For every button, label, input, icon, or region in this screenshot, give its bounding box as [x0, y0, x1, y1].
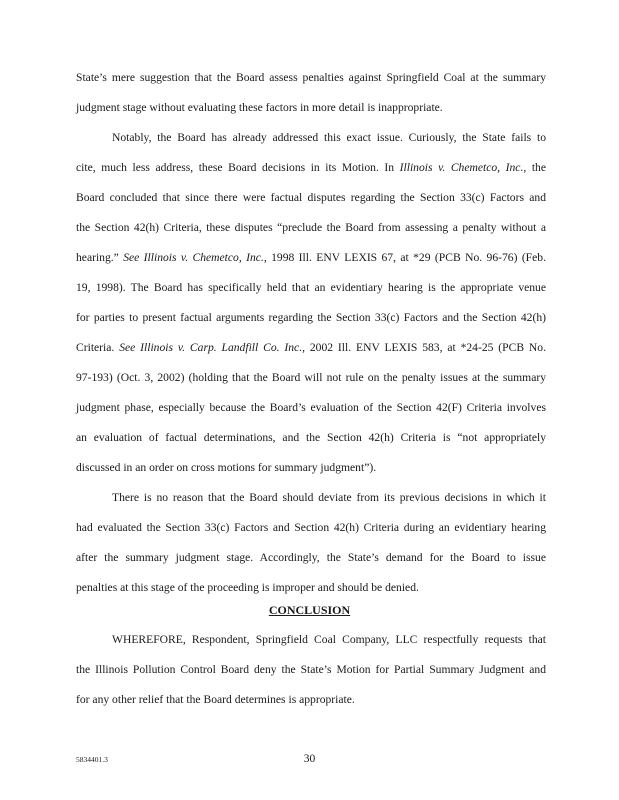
text-line: the Illinois Pollution Control Board deny the State’s Motion for Partial Summary Judgment and	[76, 663, 546, 676]
text-line: There is no reason that the Board should deviate from its previous decisions in which it	[112, 491, 546, 504]
text-line: penalties at this stage of the proceeding is improper and should be denied.	[76, 581, 419, 594]
text-line: Criteria. See Illinois v. Carp. Landfill Co. Inc., 2002 Ill. ENV LEXIS 583, at *24-25 (PCB No.	[76, 341, 546, 354]
text-line: discussed in an order on cross motions for summary judgment”).	[76, 461, 377, 474]
text-line: hearing.” See Illinois v. Chemetco, Inc., 1998 Ill. ENV LEXIS 67, at *29 (PCB No. 96-76) (Feb.	[76, 251, 546, 264]
text-line: Notably, the Board has already addressed this exact issue. Curiously, the State fails to	[112, 131, 546, 144]
text-line: judgment stage without evaluating these factors in more detail is inappropriate.	[76, 101, 443, 114]
text-line: for any other relief that the Board determines is appropriate.	[76, 693, 355, 706]
text-line: 19, 1998). The Board has specifically held that an evidentiary hearing is the appropriate venue	[76, 281, 546, 294]
text-line: State’s mere suggestion that the Board assess penalties against Springfield Coal at the summary	[76, 71, 546, 84]
case-citation: See Illinois v. Carp. Landfill Co. Inc.	[119, 341, 303, 354]
case-citation: See Illinois v. Chemetco, Inc.	[123, 251, 264, 264]
text-line: the Section 42(h) Criteria, these disputes “preclude the Board from assessing a penalty without a	[76, 221, 546, 234]
text-line: Board concluded that since there were factual disputes regarding the Section 33(c) Factors and	[76, 191, 546, 204]
text-line: had evaluated the Section 33(c) Factors and Section 42(h) Criteria during an evidentiary hearing	[76, 521, 546, 534]
page-number: 30	[303, 753, 316, 765]
text-line: after the summary judgment stage. Accordingly, the State’s demand for the Board to issue	[76, 551, 546, 564]
text-line: judgment phase, especially because the Board’s evaluation of the Section 42(F) Criteria involves	[76, 401, 546, 414]
text-line: WHEREFORE, Respondent, Springfield Coal Company, LLC respectfully requests that	[112, 633, 546, 646]
text-line: for parties to present factual arguments regarding the Section 33(c) Factors and the Section 42(h)	[76, 311, 546, 324]
text-line: an evaluation of factual determinations, and the Section 42(h) Criteria is “not appropriately	[76, 431, 546, 444]
document-id: 5834401.3	[76, 755, 108, 764]
text-line: 97-193) (Oct. 3, 2002) (holding that the Board will not rule on the penalty issues at the summary	[76, 371, 546, 384]
section-heading: CONCLUSION	[268, 603, 351, 617]
case-citation: Illinois v. Chemetco, Inc.	[399, 161, 524, 174]
text-line: cite, much less address, these Board decisions in its Motion. In Illinois v. Chemetco, Inc., the	[76, 161, 546, 174]
